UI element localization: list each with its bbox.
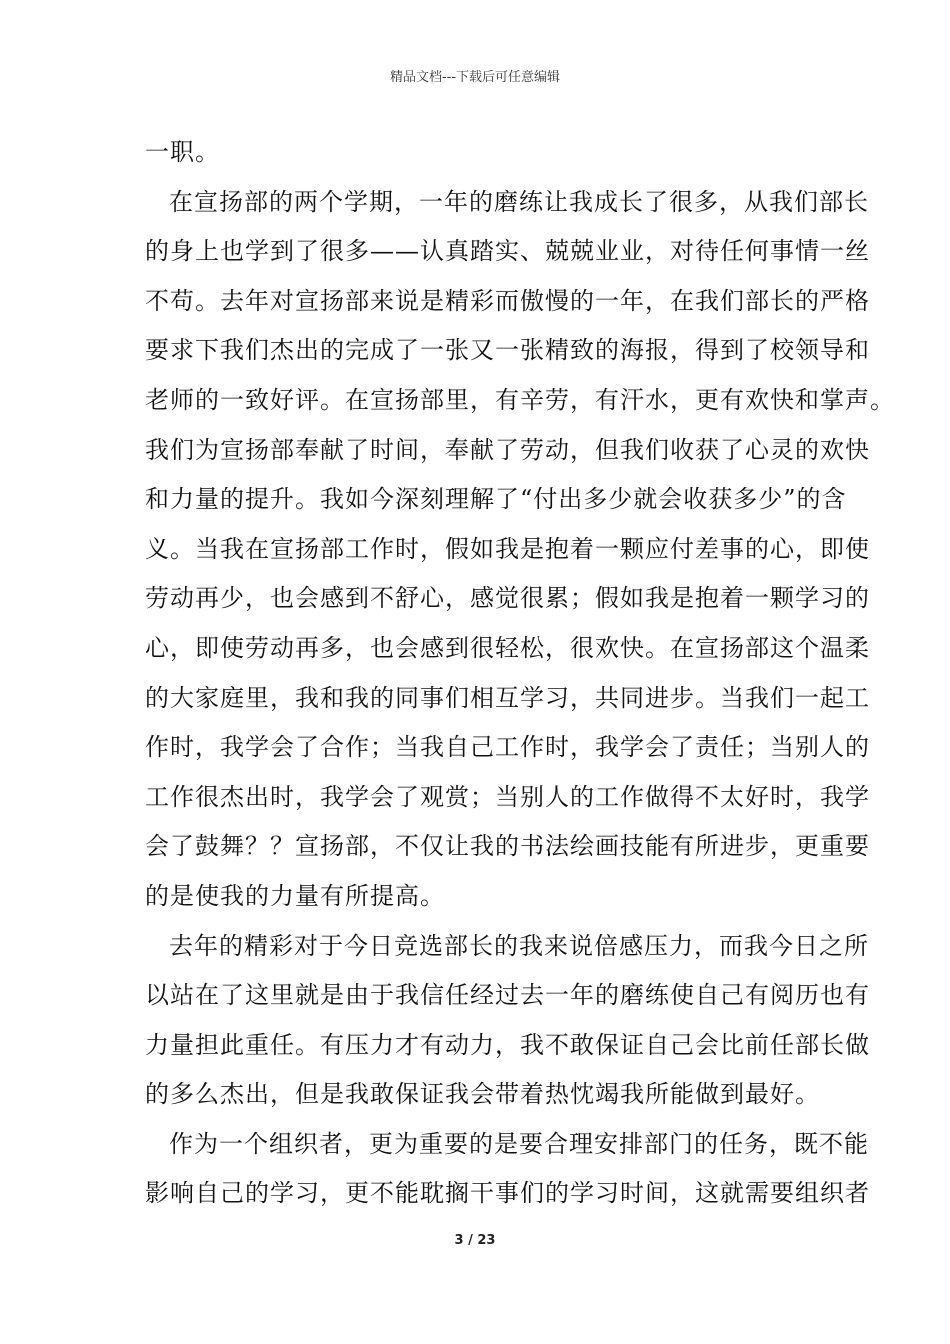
text-line: 义。当我在宣扬部工作时，假如我是抱着一颗应付差事的心，即使 (145, 534, 870, 563)
text-line: 工作很杰出时，我学会了观赏；当别人的工作做得不太好时，我学 (145, 782, 870, 811)
body-text (145, 128, 895, 1219)
page-number: 3 / 23 (454, 1233, 496, 1248)
text-line: 作时，我学会了合作；当我自己工作时，我学会了责任；当别人的 (145, 733, 870, 762)
page-header: 精品文档---下载后可任意编辑 (389, 70, 561, 85)
paragraph-first-line: 作为一个组织者，更为重要的是要合理安排部门的任务，既不能 (169, 1129, 869, 1158)
text-line: 的是使我的力量有所提高。 (145, 881, 445, 910)
text-line: 和力量的提升。我如今深刻理解了“付出多少就会收获多少”的含 (145, 485, 847, 514)
text-line: 会了鼓舞？？宣扬部，不仅让我的书法绘画技能有所进步，更重要 (145, 832, 870, 861)
text-line: 心，即使劳动再多，也会感到很轻松，很欢快。在宣扬部这个温柔 (145, 633, 870, 662)
text-line: 我们为宣扬部奉献了时间，奉献了劳动，但我们收获了心灵的欢快 (145, 435, 870, 464)
text-line: 力量担此重任。有压力才有动力，我不敢保证自己会比前任部长做 (145, 1030, 870, 1059)
text-line: 一职。 (145, 138, 220, 166)
text-line: 的身上也学到了很多——认真踏实、兢兢业业，对待任何事情一丝 (145, 237, 870, 266)
text-line: 以站在了这里就是由于我信任经过去一年的磨练使自己有阅历也有 (145, 981, 870, 1010)
text-line: 影响自己的学习，更不能耽搁干事们的学习时间，这就需要组织者 (145, 1179, 870, 1208)
text-line: 不苟。去年对宣扬部来说是精彩而傲慢的一年，在我们部长的严格 (145, 286, 870, 315)
paragraph-first-line: 在宣扬部的两个学期，一年的磨练让我成长了很多，从我们部长 (169, 187, 869, 216)
paragraph-first-line: 去年的精彩对于今日竞选部长的我来说倍感压力，而我今日之所 (169, 931, 869, 960)
text-line: 要求下我们杰出的完成了一张又一张精致的海报，得到了校领导和 (145, 336, 870, 365)
text-line: 老师的一致好评。在宣扬部里，有辛劳，有汗水，更有欢快和掌声。 (145, 385, 895, 414)
text-line: 劳动再少，也会感到不舒心，感觉很累；假如我是抱着一颗学习的 (145, 584, 870, 613)
text-line: 的多么杰出，但是我敢保证我会带着热忱竭我所能做到最好。 (145, 1080, 820, 1109)
text-line: 的大家庭里，我和我的同事们相互学习，共同进步。当我们一起工 (145, 683, 870, 712)
